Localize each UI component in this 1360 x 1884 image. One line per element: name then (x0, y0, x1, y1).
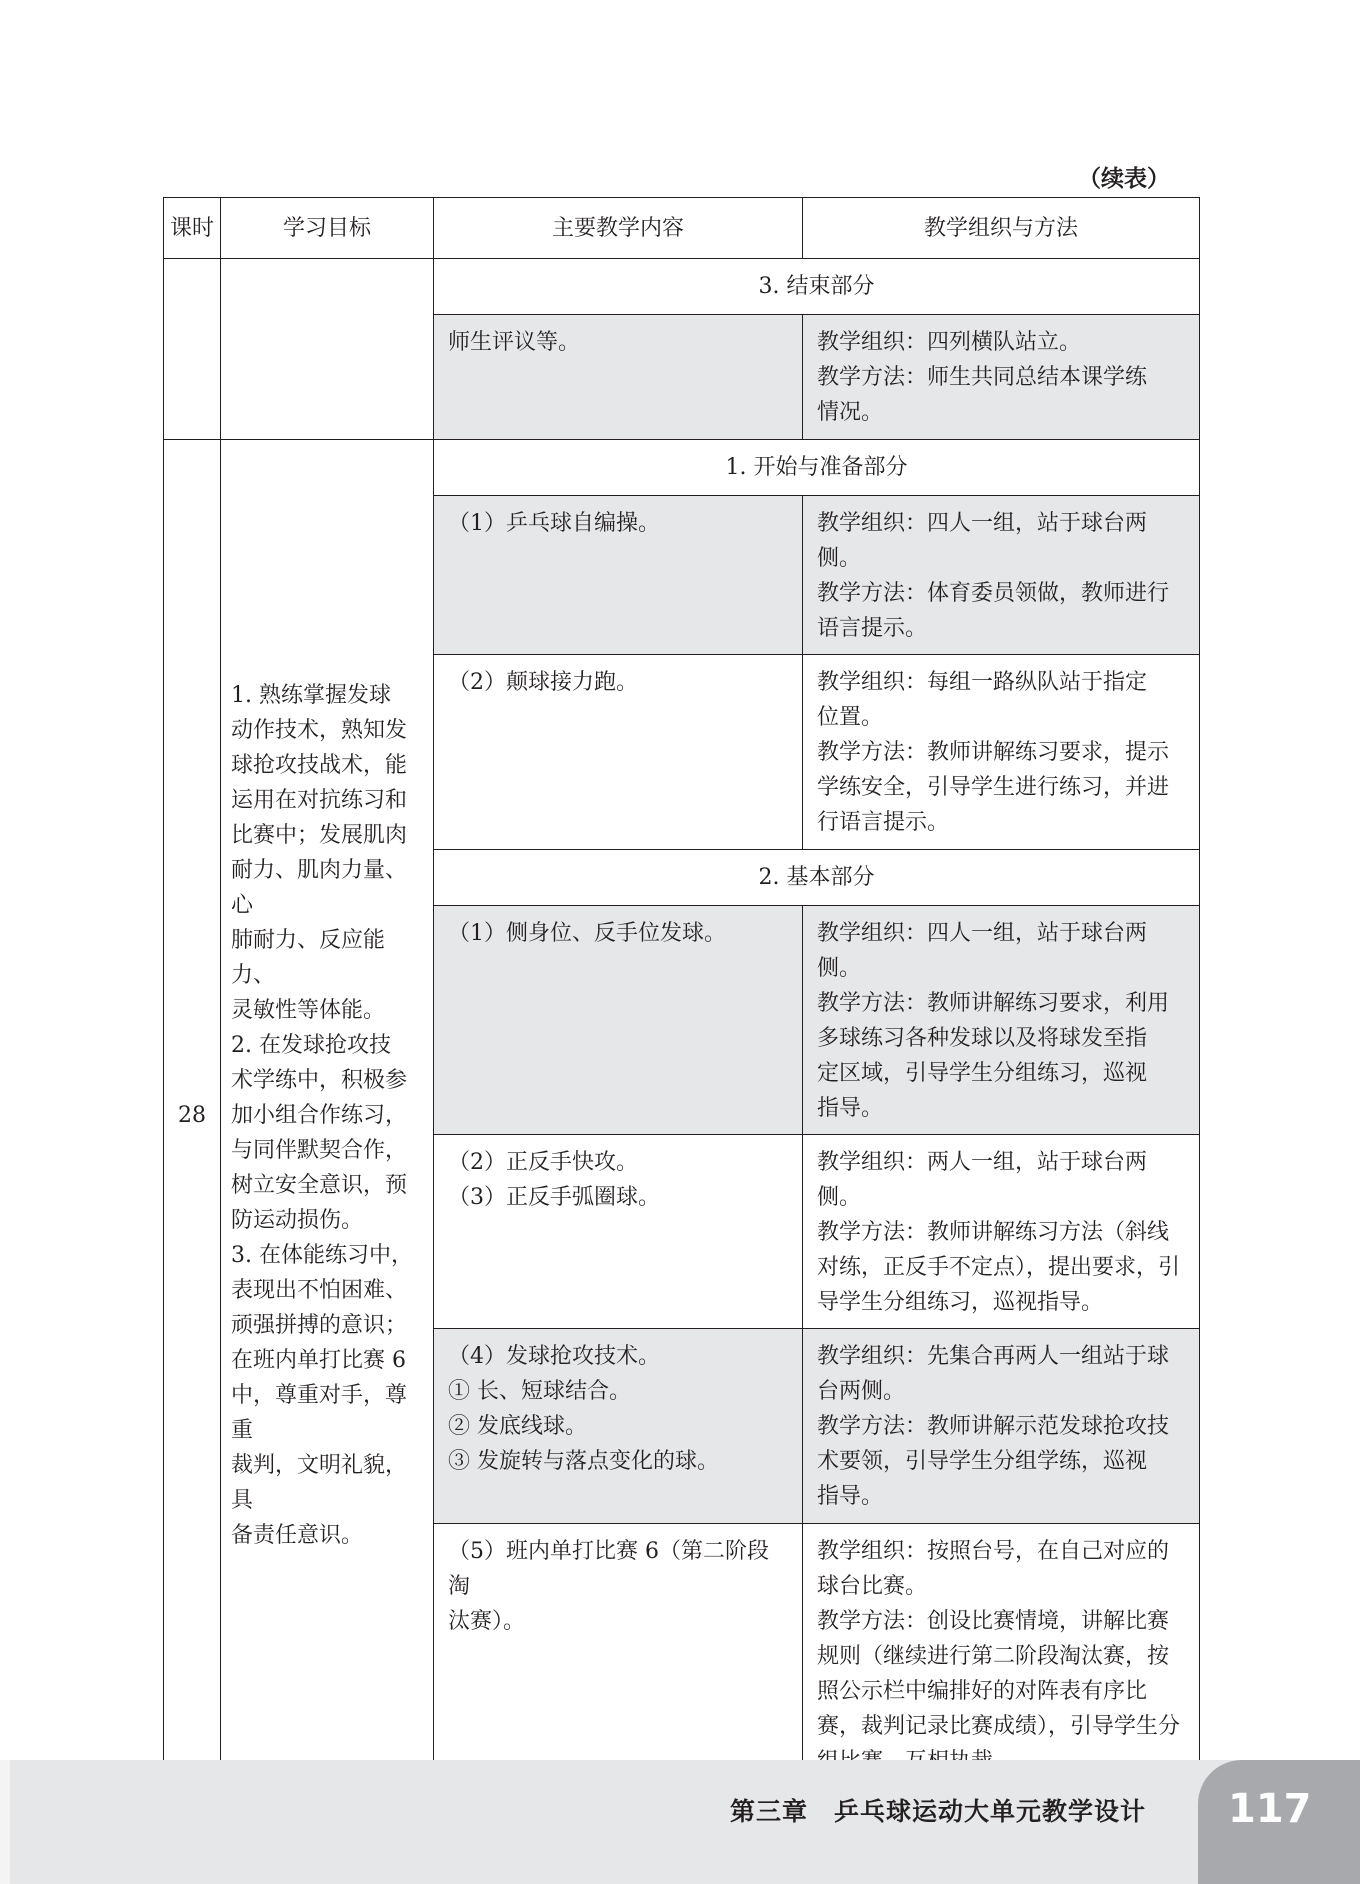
text-line: 语言提示。 (817, 616, 928, 641)
method-cell (803, 1524, 1200, 1791)
text-line: （2）颠球接力跑。 (448, 670, 638, 695)
text-line: （1）侧身位、反手位发球。 (448, 921, 726, 946)
continued-label: （续表） (1078, 166, 1170, 192)
text-line: 对练，正反手不定点），提出要求，引 (817, 1255, 1181, 1280)
method-cell (803, 496, 1200, 655)
header-lesson: 课时 (164, 198, 221, 259)
text-line: 2. 在发球抢攻技 (231, 1032, 391, 1058)
method-cell (803, 315, 1200, 440)
text-line: 定区域，引导学生分组练习，巡视 (817, 1061, 1148, 1086)
text-line: 3. 在体能练习中， (231, 1242, 413, 1268)
text-line: 台两侧。 (817, 1379, 906, 1404)
text-line: 球抢攻技战术，能 (231, 752, 408, 778)
text-line: 术学练中，积极参 (231, 1067, 408, 1093)
content-cell (434, 1135, 803, 1329)
learning-goals (221, 440, 434, 1791)
text-line: 防运动损伤。 (231, 1207, 364, 1233)
text-line: 教学方法：教师讲解练习要求，提示 (817, 740, 1170, 765)
text-line: ① 长、短球结合。 (448, 1379, 631, 1404)
text-line: 与同伴默契合作， (231, 1137, 408, 1163)
text-line: 1. 熟练掌握发球 (231, 682, 391, 708)
text-line: 指导。 (817, 1096, 884, 1121)
lesson-plan-table (163, 197, 1200, 1791)
header-goals: 学习目标 (221, 198, 434, 259)
text-line: 多球练习各种发球以及将球发至指 (817, 1026, 1148, 1051)
text-line: 规则（继续进行第二阶段淘汰赛，按 (817, 1644, 1170, 1669)
content-cell (434, 496, 803, 655)
text-line: 教学方法：教师讲解练习要求，利用 (817, 991, 1170, 1016)
text-line: 在班内单打比赛 6 (231, 1347, 406, 1373)
text-line: 教学方法：教师讲解示范发球抢攻技 (817, 1414, 1170, 1439)
section-title: 2. 基本部分 (434, 850, 1200, 906)
text-line: 中，尊重对手，尊重 (231, 1382, 408, 1443)
header-content: 主要教学内容 (434, 198, 803, 259)
text-line: 赛，裁判记录比赛成绩），引导学生分 (817, 1714, 1181, 1739)
header-method: 教学组织与方法 (803, 198, 1200, 259)
text-line: 行语言提示。 (817, 810, 950, 835)
text-line: 耐力、肌肉力量、心 (231, 857, 408, 918)
content-cell (434, 1329, 803, 1524)
text-line: 学练安全，引导学生进行练习，并进 (817, 775, 1170, 800)
text-line: （3）正反手弧圈球。 (448, 1185, 660, 1210)
lesson-number: 28 (164, 440, 221, 1791)
method-cell (803, 906, 1200, 1135)
text-line: 教学组织：先集合再两人一组站于球 (817, 1344, 1170, 1369)
table-row (164, 440, 1200, 496)
text-line: 灵敏性等体能。 (231, 997, 386, 1023)
text-line: 动作技术，熟知发 (231, 717, 408, 743)
text-line: 教学方法：教师讲解练习方法（斜线 (817, 1220, 1170, 1245)
text-line: 教学组织：四人一组，站于球台两侧。 (817, 511, 1148, 571)
text-line: 情况。 (817, 400, 884, 425)
text-line: 汰赛）。 (448, 1609, 526, 1634)
text-line: 比赛中；发展肌肉 (231, 822, 408, 848)
text-line: 导学生分组练习，巡视指导。 (817, 1290, 1104, 1315)
text-line: 教学组织：四人一组，站于球台两侧。 (817, 921, 1148, 981)
text-line: 运用在对抗练习和 (231, 787, 408, 813)
text-line: 顽强拼搏的意识； (231, 1312, 408, 1338)
text-line: 指导。 (817, 1484, 884, 1509)
text-line: （2）正反手快攻。 (448, 1150, 638, 1175)
text-line: （4）发球抢攻技术。 (448, 1344, 660, 1369)
content-cell: 师生评议等。 (434, 315, 803, 440)
text-line: 树立安全意识，预 (231, 1172, 408, 1198)
method-cell (803, 1329, 1200, 1524)
text-line: 教学组织：按照台号，在自己对应的 (817, 1539, 1170, 1564)
text-line: 教学组织：每组一路纵队站于指定 (817, 670, 1148, 695)
text-line: ② 发底线球。 (448, 1414, 587, 1439)
text-line: 表现出不怕困难、 (231, 1277, 408, 1303)
section-title: 3. 结束部分 (434, 259, 1200, 315)
table-header-row (164, 198, 1200, 259)
text-line: 裁判，文明礼貌，具 (231, 1452, 408, 1513)
text-line: 加小组合作练习， (231, 1102, 408, 1128)
prev-lesson-cell (164, 259, 221, 440)
text-line: （1）乒乓球自编操。 (448, 511, 660, 536)
text-line: 肺耐力、反应能力、 (231, 927, 386, 988)
text-line: 教学方法：体育委员领做，教师进行 (817, 581, 1170, 606)
text-line: 备责任意识。 (231, 1522, 364, 1548)
text-line: 位置。 (817, 705, 884, 730)
chapter-title: 第三章 乒乓球运动大单元教学设计 (730, 1797, 1147, 1826)
text-line: 照公示栏中编排好的对阵表有序比 (817, 1679, 1148, 1704)
table-row (164, 259, 1200, 315)
text-line: 术要领，引导学生分组学练，巡视 (817, 1449, 1148, 1474)
text-line: ③ 发旋转与落点变化的球。 (448, 1449, 719, 1474)
footer-band (0, 1760, 1360, 1884)
text-line: 教学方法：创设比赛情境，讲解比赛 (817, 1609, 1170, 1634)
text-line: 教学组织：四列横队站立。 (817, 330, 1082, 355)
section-title: 1. 开始与准备部分 (434, 440, 1200, 496)
method-cell (803, 655, 1200, 850)
content-cell (434, 655, 803, 850)
text-line: 教学组织：两人一组，站于球台两侧。 (817, 1150, 1148, 1210)
content-cell (434, 1524, 803, 1791)
page-number: 117 (1228, 1786, 1312, 1832)
method-cell (803, 1135, 1200, 1329)
text-line: 教学方法：师生共同总结本课学练 (817, 365, 1148, 390)
text-line: （5）班内单打比赛 6（第二阶段淘 (448, 1539, 769, 1599)
prev-goals-cell (221, 259, 434, 440)
content-cell (434, 906, 803, 1135)
text-line: 球台比赛。 (817, 1574, 928, 1599)
